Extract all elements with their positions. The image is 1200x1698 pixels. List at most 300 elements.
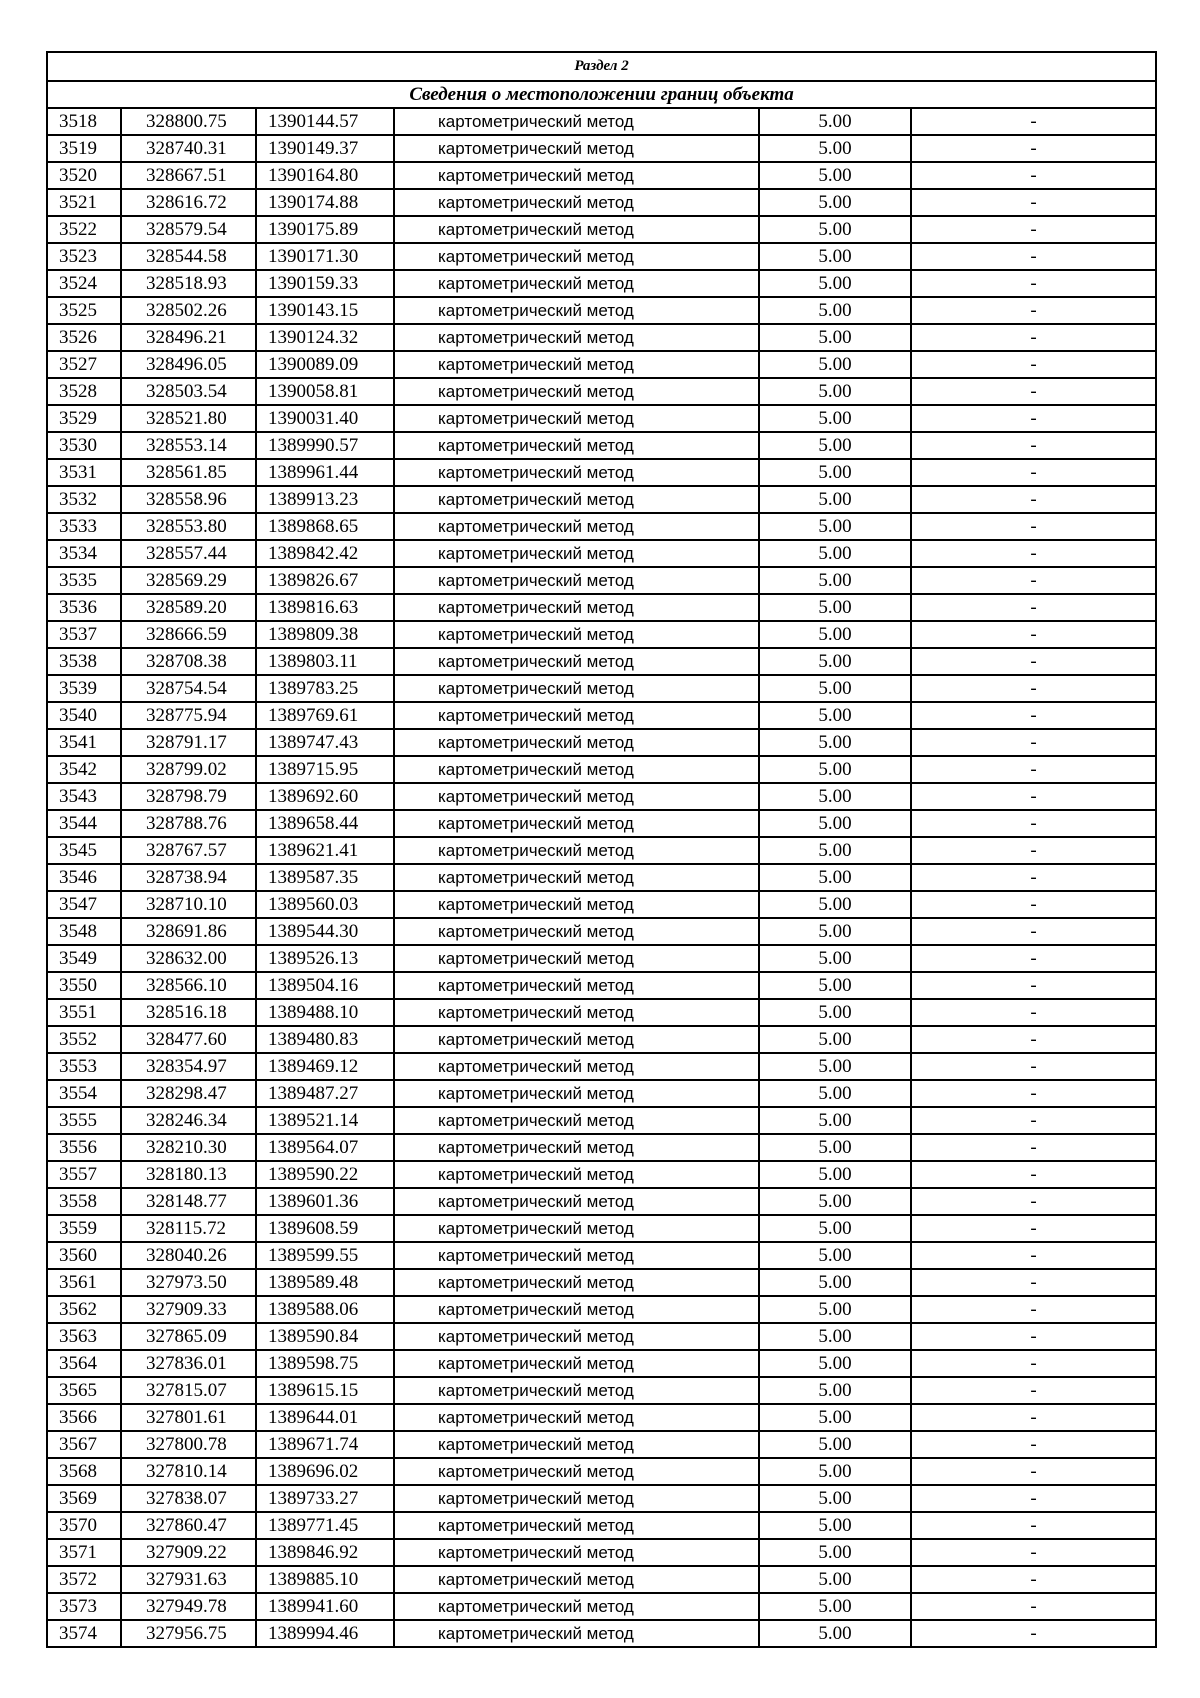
table-row [47,486,1156,513]
coord-y-cell: 1389469.12 [256,1053,394,1080]
accuracy-cell: 5.00 [759,1242,911,1269]
note-cell: - [911,1242,1156,1269]
coord-x-cell: 328767.57 [121,837,256,864]
determination-method-cell: картометрический метод [394,729,759,756]
coord-y-cell: 1389587.35 [256,864,394,891]
coord-x-cell: 328579.54 [121,216,256,243]
table-row [47,567,1156,594]
note-cell: - [911,918,1156,945]
accuracy-cell: 5.00 [759,594,911,621]
accuracy-cell: 5.00 [759,1458,911,1485]
boundary-coordinates-table [46,51,1157,1648]
coord-x-cell: 328558.96 [121,486,256,513]
coord-y-cell: 1389826.67 [256,567,394,594]
note-cell: - [911,837,1156,864]
coord-y-cell: 1389615.15 [256,1377,394,1404]
accuracy-cell: 5.00 [759,1620,911,1647]
determination-method-cell: картометрический метод [394,999,759,1026]
note-cell: - [911,1566,1156,1593]
table-row [47,162,1156,189]
accuracy-cell: 5.00 [759,1431,911,1458]
coord-y-cell: 1389644.01 [256,1404,394,1431]
coord-x-cell: 328354.97 [121,1053,256,1080]
determination-method-cell: картометрический метод [394,108,759,135]
accuracy-cell: 5.00 [759,1053,911,1080]
note-cell: - [911,1404,1156,1431]
determination-method-cell: картометрический метод [394,1188,759,1215]
accuracy-cell: 5.00 [759,351,911,378]
note-cell: - [911,351,1156,378]
note-cell: - [911,756,1156,783]
note-cell: - [911,675,1156,702]
table-row [47,864,1156,891]
note-cell: - [911,405,1156,432]
coord-x-cell: 328502.26 [121,297,256,324]
point-number-cell: 3552 [47,1026,121,1053]
determination-method-cell: картометрический метод [394,1512,759,1539]
point-number-cell: 3520 [47,162,121,189]
determination-method-cell: картометрический метод [394,324,759,351]
accuracy-cell: 5.00 [759,621,911,648]
table-row [47,891,1156,918]
table-row [47,729,1156,756]
point-number-cell: 3570 [47,1512,121,1539]
point-number-cell: 3568 [47,1458,121,1485]
coord-y-cell: 1389601.36 [256,1188,394,1215]
accuracy-cell: 5.00 [759,729,911,756]
accuracy-cell: 5.00 [759,162,911,189]
determination-method-cell: картометрический метод [394,297,759,324]
point-number-cell: 3540 [47,702,121,729]
coord-x-cell: 328708.38 [121,648,256,675]
note-cell: - [911,297,1156,324]
coord-x-cell: 327810.14 [121,1458,256,1485]
determination-method-cell: картометрический метод [394,1566,759,1593]
coord-y-cell: 1389480.83 [256,1026,394,1053]
coord-x-cell: 328477.60 [121,1026,256,1053]
table-row [47,1458,1156,1485]
accuracy-cell: 5.00 [759,1377,911,1404]
determination-method-cell: картометрический метод [394,1404,759,1431]
point-number-cell: 3533 [47,513,121,540]
note-cell: - [911,1188,1156,1215]
coord-y-cell: 1389560.03 [256,891,394,918]
determination-method-cell: картометрический метод [394,513,759,540]
table-row [47,216,1156,243]
point-number-cell: 3550 [47,972,121,999]
coord-y-cell: 1389783.25 [256,675,394,702]
coord-y-cell: 1389564.07 [256,1134,394,1161]
coord-y-cell: 1389816.63 [256,594,394,621]
note-cell: - [911,486,1156,513]
note-cell: - [911,945,1156,972]
note-cell: - [911,1296,1156,1323]
accuracy-cell: 5.00 [759,810,911,837]
coord-x-cell: 328569.29 [121,567,256,594]
point-number-cell: 3543 [47,783,121,810]
coord-y-cell: 1389885.10 [256,1566,394,1593]
point-number-cell: 3529 [47,405,121,432]
coord-x-cell: 328298.47 [121,1080,256,1107]
coord-x-cell: 328544.58 [121,243,256,270]
note-cell: - [911,459,1156,486]
determination-method-cell: картометрический метод [394,1377,759,1404]
coord-y-cell: 1390031.40 [256,405,394,432]
determination-method-cell: картометрический метод [394,810,759,837]
table-row [47,297,1156,324]
coord-x-cell: 328561.85 [121,459,256,486]
determination-method-cell: картометрический метод [394,945,759,972]
coord-x-cell: 328210.30 [121,1134,256,1161]
coord-x-cell: 328738.94 [121,864,256,891]
determination-method-cell: картометрический метод [394,1431,759,1458]
coord-x-cell: 328246.34 [121,1107,256,1134]
point-number-cell: 3542 [47,756,121,783]
table-row [47,1404,1156,1431]
table-row [47,1215,1156,1242]
note-cell: - [911,432,1156,459]
point-number-cell: 3559 [47,1215,121,1242]
determination-method-cell: картометрический метод [394,1215,759,1242]
accuracy-cell: 5.00 [759,891,911,918]
note-cell: - [911,999,1156,1026]
accuracy-cell: 5.00 [759,567,911,594]
determination-method-cell: картометрический метод [394,594,759,621]
accuracy-cell: 5.00 [759,243,911,270]
coord-y-cell: 1390143.15 [256,297,394,324]
note-cell: - [911,1053,1156,1080]
coord-y-cell: 1389671.74 [256,1431,394,1458]
determination-method-cell: картометрический метод [394,1026,759,1053]
coord-y-cell: 1390175.89 [256,216,394,243]
note-cell: - [911,324,1156,351]
table-row [47,837,1156,864]
table-row [47,1026,1156,1053]
point-number-cell: 3574 [47,1620,121,1647]
determination-method-cell: картометрический метод [394,351,759,378]
accuracy-cell: 5.00 [759,1593,911,1620]
table-row [47,594,1156,621]
title-header-row [47,81,1156,108]
coord-x-cell: 327860.47 [121,1512,256,1539]
determination-method-cell: картометрический метод [394,378,759,405]
point-number-cell: 3564 [47,1350,121,1377]
note-cell: - [911,810,1156,837]
point-number-cell: 3548 [47,918,121,945]
determination-method-cell: картометрический метод [394,1053,759,1080]
accuracy-cell: 5.00 [759,108,911,135]
note-cell: - [911,864,1156,891]
determination-method-cell: картометрический метод [394,1350,759,1377]
table-row [47,1431,1156,1458]
note-cell: - [911,621,1156,648]
coord-x-cell: 328496.05 [121,351,256,378]
point-number-cell: 3528 [47,378,121,405]
accuracy-cell: 5.00 [759,540,911,567]
note-cell: - [911,567,1156,594]
determination-method-cell: картометрический метод [394,432,759,459]
table-row [47,1134,1156,1161]
point-number-cell: 3524 [47,270,121,297]
accuracy-cell: 5.00 [759,216,911,243]
point-number-cell: 3530 [47,432,121,459]
table-row [47,1296,1156,1323]
coord-y-cell: 1389941.60 [256,1593,394,1620]
accuracy-cell: 5.00 [759,1485,911,1512]
coord-y-cell: 1389913.23 [256,486,394,513]
coord-y-cell: 1389599.55 [256,1242,394,1269]
determination-method-cell: картометрический метод [394,1458,759,1485]
point-number-cell: 3532 [47,486,121,513]
point-number-cell: 3534 [47,540,121,567]
coord-y-cell: 1390159.33 [256,270,394,297]
table-row [47,513,1156,540]
coord-y-cell: 1390149.37 [256,135,394,162]
coord-y-cell: 1390058.81 [256,378,394,405]
note-cell: - [911,1134,1156,1161]
determination-method-cell: картометрический метод [394,702,759,729]
note-cell: - [911,1539,1156,1566]
determination-method-cell: картометрический метод [394,135,759,162]
coord-x-cell: 327865.09 [121,1323,256,1350]
accuracy-cell: 5.00 [759,837,911,864]
accuracy-cell: 5.00 [759,135,911,162]
note-cell: - [911,540,1156,567]
coord-x-cell: 328691.86 [121,918,256,945]
coord-x-cell: 328791.17 [121,729,256,756]
determination-method-cell: картометрический метод [394,972,759,999]
coord-x-cell: 328632.00 [121,945,256,972]
coord-x-cell: 327815.07 [121,1377,256,1404]
note-cell: - [911,1458,1156,1485]
table-row [47,432,1156,459]
section-header-row [47,52,1156,81]
point-number-cell: 3545 [47,837,121,864]
determination-method-cell: картометрический метод [394,621,759,648]
point-number-cell: 3537 [47,621,121,648]
point-number-cell: 3569 [47,1485,121,1512]
accuracy-cell: 5.00 [759,918,911,945]
point-number-cell: 3560 [47,1242,121,1269]
note-cell: - [911,783,1156,810]
accuracy-cell: 5.00 [759,432,911,459]
point-number-cell: 3573 [47,1593,121,1620]
point-number-cell: 3561 [47,1269,121,1296]
note-cell: - [911,216,1156,243]
table-title: Сведения о местоположении границ объекта [47,81,1156,108]
table-row [47,1485,1156,1512]
determination-method-cell: картометрический метод [394,270,759,297]
table-row [47,1242,1156,1269]
coord-x-cell: 328180.13 [121,1161,256,1188]
point-number-cell: 3546 [47,864,121,891]
note-cell: - [911,1107,1156,1134]
coord-x-cell: 328589.20 [121,594,256,621]
coord-y-cell: 1389658.44 [256,810,394,837]
coord-y-cell: 1389696.02 [256,1458,394,1485]
determination-method-cell: картометрический метод [394,486,759,513]
accuracy-cell: 5.00 [759,945,911,972]
determination-method-cell: картометрический метод [394,1269,759,1296]
coord-x-cell: 328710.10 [121,891,256,918]
table-row [47,1053,1156,1080]
determination-method-cell: картометрический метод [394,783,759,810]
determination-method-cell: картометрический метод [394,567,759,594]
coord-y-cell: 1390174.88 [256,189,394,216]
coord-x-cell: 328798.79 [121,783,256,810]
accuracy-cell: 5.00 [759,675,911,702]
determination-method-cell: картометрический метод [394,162,759,189]
coord-y-cell: 1389769.61 [256,702,394,729]
coord-y-cell: 1389621.41 [256,837,394,864]
accuracy-cell: 5.00 [759,864,911,891]
table-row [47,540,1156,567]
determination-method-cell: картометрический метод [394,1323,759,1350]
table-row [47,189,1156,216]
table-row [47,1107,1156,1134]
coord-y-cell: 1390164.80 [256,162,394,189]
point-number-cell: 3563 [47,1323,121,1350]
coord-x-cell: 328666.59 [121,621,256,648]
point-number-cell: 3565 [47,1377,121,1404]
coord-y-cell: 1389488.10 [256,999,394,1026]
accuracy-cell: 5.00 [759,1080,911,1107]
determination-method-cell: картометрический метод [394,648,759,675]
coord-x-cell: 328566.10 [121,972,256,999]
determination-method-cell: картометрический метод [394,1080,759,1107]
note-cell: - [911,513,1156,540]
coord-y-cell: 1389990.57 [256,432,394,459]
table-row [47,648,1156,675]
determination-method-cell: картометрический метод [394,675,759,702]
coord-y-cell: 1389692.60 [256,783,394,810]
accuracy-cell: 5.00 [759,270,911,297]
coord-y-cell: 1389589.48 [256,1269,394,1296]
point-number-cell: 3539 [47,675,121,702]
table-row [47,1539,1156,1566]
accuracy-cell: 5.00 [759,459,911,486]
table-row [47,1188,1156,1215]
coord-x-cell: 328775.94 [121,702,256,729]
table-row [47,810,1156,837]
accuracy-cell: 5.00 [759,1188,911,1215]
accuracy-cell: 5.00 [759,1107,911,1134]
coord-y-cell: 1389487.27 [256,1080,394,1107]
accuracy-cell: 5.00 [759,1161,911,1188]
coord-x-cell: 328503.54 [121,378,256,405]
point-number-cell: 3531 [47,459,121,486]
note-cell: - [911,270,1156,297]
table-row [47,135,1156,162]
coord-y-cell: 1389504.16 [256,972,394,999]
coord-x-cell: 328521.80 [121,405,256,432]
point-number-cell: 3549 [47,945,121,972]
accuracy-cell: 5.00 [759,1323,911,1350]
table-row [47,1566,1156,1593]
note-cell: - [911,1161,1156,1188]
note-cell: - [911,243,1156,270]
note-cell: - [911,1323,1156,1350]
note-cell: - [911,891,1156,918]
table-row [47,108,1156,135]
coord-x-cell: 327836.01 [121,1350,256,1377]
coord-x-cell: 327973.50 [121,1269,256,1296]
coord-y-cell: 1389961.44 [256,459,394,486]
determination-method-cell: картометрический метод [394,1242,759,1269]
table-body [47,52,1156,1647]
determination-method-cell: картометрический метод [394,918,759,945]
point-number-cell: 3536 [47,594,121,621]
note-cell: - [911,1350,1156,1377]
coord-y-cell: 1389598.75 [256,1350,394,1377]
accuracy-cell: 5.00 [759,648,911,675]
table-row [47,783,1156,810]
coord-y-cell: 1389521.14 [256,1107,394,1134]
table-row [47,945,1156,972]
coord-y-cell: 1389747.43 [256,729,394,756]
point-number-cell: 3562 [47,1296,121,1323]
coord-x-cell: 327931.63 [121,1566,256,1593]
accuracy-cell: 5.00 [759,1566,911,1593]
accuracy-cell: 5.00 [759,1539,911,1566]
note-cell: - [911,1593,1156,1620]
point-number-cell: 3538 [47,648,121,675]
coord-x-cell: 328148.77 [121,1188,256,1215]
point-number-cell: 3519 [47,135,121,162]
coord-x-cell: 328799.02 [121,756,256,783]
coord-y-cell: 1389588.06 [256,1296,394,1323]
accuracy-cell: 5.00 [759,1350,911,1377]
point-number-cell: 3571 [47,1539,121,1566]
table-row [47,243,1156,270]
point-number-cell: 3555 [47,1107,121,1134]
table-row [47,378,1156,405]
note-cell: - [911,135,1156,162]
determination-method-cell: картометрический метод [394,405,759,432]
accuracy-cell: 5.00 [759,1269,911,1296]
coord-x-cell: 328740.31 [121,135,256,162]
coord-y-cell: 1389846.92 [256,1539,394,1566]
point-number-cell: 3572 [47,1566,121,1593]
table-row [47,1512,1156,1539]
point-number-cell: 3527 [47,351,121,378]
accuracy-cell: 5.00 [759,1026,911,1053]
table-row [47,351,1156,378]
coord-x-cell: 328115.72 [121,1215,256,1242]
determination-method-cell: картометрический метод [394,243,759,270]
coord-x-cell: 328496.21 [121,324,256,351]
coord-y-cell: 1389771.45 [256,1512,394,1539]
point-number-cell: 3557 [47,1161,121,1188]
accuracy-cell: 5.00 [759,1134,911,1161]
determination-method-cell: картометрический метод [394,1620,759,1647]
table-row [47,1269,1156,1296]
point-number-cell: 3556 [47,1134,121,1161]
coord-x-cell: 328553.80 [121,513,256,540]
accuracy-cell: 5.00 [759,486,911,513]
table-row [47,621,1156,648]
determination-method-cell: картометрический метод [394,756,759,783]
note-cell: - [911,189,1156,216]
table-row [47,1323,1156,1350]
coord-y-cell: 1389994.46 [256,1620,394,1647]
coord-y-cell: 1389715.95 [256,756,394,783]
coord-x-cell: 328516.18 [121,999,256,1026]
coord-y-cell: 1390089.09 [256,351,394,378]
coord-x-cell: 327956.75 [121,1620,256,1647]
coord-y-cell: 1389733.27 [256,1485,394,1512]
accuracy-cell: 5.00 [759,972,911,999]
